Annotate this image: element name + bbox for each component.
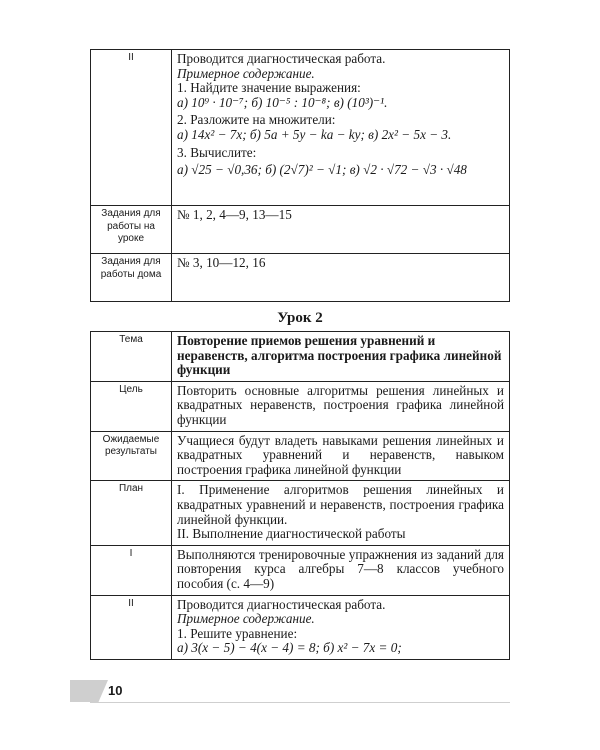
footer-rule: [90, 680, 510, 703]
row-label: План: [91, 481, 172, 545]
task-expression: а) √25 − √0,36; б) (2√7)² − √1; в) √2 · √72 − √3 · √48: [177, 162, 467, 178]
lesson-table-2: [90, 331, 510, 660]
row-label: I: [91, 545, 172, 595]
table-row: [91, 50, 510, 206]
plan-item: I. Применение алгоритмов решения линейных и квадратных уравнений и неравенств, построения графика линейной функции.: [177, 482, 504, 527]
table-row: [91, 206, 510, 254]
task-title: 2. Разложите на множители:: [177, 112, 336, 128]
row-label: Ожидаемые результаты: [91, 431, 172, 481]
text-line: Примерное содержание.: [177, 611, 315, 627]
row-content: № 1, 2, 4—9, 13—15: [172, 206, 510, 254]
page-number: 10: [108, 683, 123, 698]
table-row: [91, 481, 510, 545]
row-label: Цель: [91, 381, 172, 431]
row-label: II: [91, 595, 172, 659]
row-content: Учащиеся будут владеть навыками решения линейных и квадратных уравнений и неравенств, навыком построения графика линейной функции: [172, 431, 510, 481]
text-line: Проводится диагностическая работа.: [177, 51, 386, 66]
table-row: [91, 431, 510, 481]
row-content: [172, 50, 510, 206]
row-content: № 3, 10—12, 16: [172, 254, 510, 302]
table-row: [91, 595, 510, 659]
plan-item: II. Выполнение диагностической работы: [177, 526, 406, 542]
row-label: II: [91, 50, 172, 206]
task-title: 1. Решите уравнение:: [177, 625, 298, 641]
task-expression: а) 3(x − 5) − 4(x − 4) = 8; б) x² − 7x = 0;: [177, 640, 402, 656]
table-row: [91, 254, 510, 302]
table-row: [91, 332, 510, 382]
row-content: Повторение приемов решения уравнений и неравенств, алгоритма построения графика линейной функции: [172, 332, 510, 382]
row-label: Задания для работы дома: [91, 254, 172, 302]
row-label: Тема: [91, 332, 172, 382]
lesson-table-1: [90, 49, 510, 302]
row-content: [172, 595, 510, 659]
text-line: Проводится диагностическая работа.: [177, 596, 386, 612]
text-line: Примерное содержание.: [177, 65, 315, 81]
lesson-title: Урок 2: [277, 310, 323, 326]
task-expression: а) 14x² − 7x; б) 5a + 5y − ka − ky; в) 2x² − 5x − 3.: [177, 126, 452, 142]
task-expression: а) 10⁹ · 10⁻⁷; б) 10⁻⁵ : 10⁻⁸; в) (10³)⁻¹.: [177, 94, 388, 110]
row-content: [172, 481, 510, 545]
task-title: 1. Найдите значение выражения:: [177, 80, 361, 96]
table-row: [91, 381, 510, 431]
row-content: Выполняются тренировочные упражнения из заданий для повторения курса алгебры 7—8 классов учебного пособия (с. 4—9): [172, 545, 510, 595]
row-label: Задания для работы на уроке: [91, 206, 172, 254]
table-row: [91, 545, 510, 595]
row-content: Повторить основные алгоритмы решения линейных и квадратных неравенств, построения графика линейной функции: [172, 381, 510, 431]
task-title: 3. Вычислите:: [177, 144, 257, 160]
